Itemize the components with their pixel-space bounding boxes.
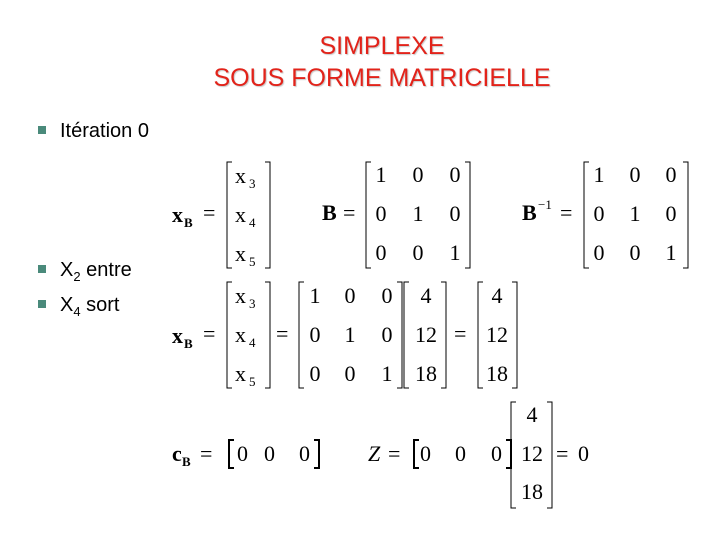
matrix-cell: 0 — [449, 201, 461, 226]
Binv-superscript: −1 — [538, 197, 552, 212]
right-bracket — [547, 402, 552, 508]
xB-definition — [172, 162, 270, 269]
right-bracket — [683, 162, 688, 268]
z-row-cell: 0 — [491, 441, 502, 466]
xB-subscript: B — [184, 215, 193, 230]
cB-cell: 0 — [264, 441, 275, 466]
matrix-cell: 1 — [593, 162, 605, 187]
basis-sub: 4 — [249, 215, 256, 230]
matrix-cell: 0 — [412, 162, 424, 187]
solution-cell: 4 — [491, 283, 503, 308]
iteration-label: Itération 0 — [60, 120, 149, 142]
equals-sign: = — [200, 441, 213, 466]
left-bracket — [227, 282, 232, 388]
right-bracket — [265, 162, 270, 268]
basis-sub: 4 — [249, 335, 256, 350]
basis-sub: 3 — [249, 176, 256, 191]
right-bracket — [265, 282, 270, 388]
z-row-cell: 0 — [420, 441, 431, 466]
cB-cell: 0 — [299, 441, 310, 466]
matrix-cell: 0 — [629, 162, 641, 187]
Binv-definition — [522, 162, 688, 268]
matrix-cell: 1 — [412, 201, 424, 226]
cB-definition — [172, 440, 319, 469]
equals-sign: = — [203, 321, 216, 346]
xB-label: x — [172, 202, 183, 227]
matrix-cell: 0 — [309, 361, 321, 386]
xB-subscript: B — [184, 336, 193, 351]
matrix-cell: 0 — [344, 283, 356, 308]
equals-sign: = — [454, 321, 467, 346]
matrix-cell: 0 — [665, 162, 677, 187]
matrix-cell: 0 — [381, 322, 393, 347]
matrix-cell: 1 — [381, 361, 393, 386]
matrix-cell: 1 — [665, 240, 677, 265]
left-bracket — [366, 162, 371, 268]
right-bracket — [465, 162, 470, 268]
matrix-cell: 1 — [375, 162, 387, 187]
matrix-cell: 0 — [665, 201, 677, 226]
z-row-cell: 0 — [455, 441, 466, 466]
solution-cell: 12 — [486, 322, 508, 347]
z-vector-cell: 18 — [521, 479, 543, 504]
rhs-cell: 12 — [415, 322, 437, 347]
title-line-1: SIMPLEXE — [319, 32, 445, 60]
xB-solution — [172, 282, 517, 389]
entering-sub: 2 — [73, 269, 81, 284]
entering-text: entre — [80, 259, 132, 281]
Z-label: Z — [368, 441, 381, 466]
matrix-cell: 1 — [344, 322, 356, 347]
basis-var: x — [235, 361, 246, 386]
B-label: B — [322, 200, 337, 225]
matrix-cell: 0 — [593, 201, 605, 226]
cB-label: c — [172, 441, 182, 466]
equals-sign: = — [276, 321, 289, 346]
matrix-cell: 0 — [449, 162, 461, 187]
matrix-cell: 0 — [309, 322, 321, 347]
equals-sign: = — [556, 441, 569, 466]
title-line-2: SOUS FORME MATRICIELLE — [213, 64, 551, 92]
basis-sub: 3 — [249, 296, 256, 311]
left-bracket — [584, 162, 589, 268]
Z-computation — [368, 402, 589, 508]
matrix-cell: 1 — [629, 201, 641, 226]
matrix-cell: 0 — [593, 240, 605, 265]
basis-var: x — [235, 283, 246, 308]
left-bracket — [414, 440, 419, 468]
equals-sign: = — [560, 200, 573, 225]
cB-subscript: B — [182, 454, 191, 469]
left-bracket — [404, 282, 409, 388]
basis-var: x — [235, 163, 246, 188]
matrix-cell: 0 — [375, 240, 387, 265]
right-bracket — [441, 282, 446, 388]
matrix-cell: 0 — [375, 201, 387, 226]
left-bracket — [227, 162, 232, 268]
left-bracket — [478, 282, 483, 388]
leaving-text: sort — [80, 294, 120, 316]
right-bracket — [314, 440, 319, 468]
basis-var: x — [235, 241, 246, 266]
basis-sub: 5 — [249, 254, 256, 269]
z-vector-cell: 4 — [526, 402, 538, 427]
basis-var: x — [235, 202, 246, 227]
matrix-cell: 0 — [629, 240, 641, 265]
entering-var: X — [60, 259, 74, 281]
matrix-cell: 1 — [449, 240, 461, 265]
right-bracket — [397, 282, 402, 388]
cB-cell: 0 — [237, 441, 248, 466]
xB-label: x — [172, 323, 183, 348]
rhs-cell: 18 — [415, 361, 437, 386]
solution-cell: 18 — [486, 361, 508, 386]
right-bracket — [506, 440, 511, 468]
matrix-cell: 0 — [381, 283, 393, 308]
z-value: 0 — [578, 441, 589, 466]
left-bracket — [299, 282, 304, 388]
equals-sign: = — [388, 441, 401, 466]
leaving-sub: 4 — [73, 304, 81, 319]
z-vector-cell: 12 — [521, 441, 543, 466]
rhs-cell: 4 — [420, 283, 432, 308]
matrix-cell: 1 — [309, 283, 321, 308]
B-definition — [322, 162, 470, 268]
right-bracket — [512, 282, 517, 388]
matrix-cell: 0 — [412, 240, 424, 265]
equals-sign: = — [203, 200, 216, 225]
basis-var: x — [235, 322, 246, 347]
leaving-var: X — [60, 294, 74, 316]
left-bracket — [229, 440, 234, 468]
basis-sub: 5 — [249, 374, 256, 389]
equals-sign: = — [343, 200, 356, 225]
Binv-label: B — [522, 200, 537, 225]
matrix-cell: 0 — [344, 361, 356, 386]
